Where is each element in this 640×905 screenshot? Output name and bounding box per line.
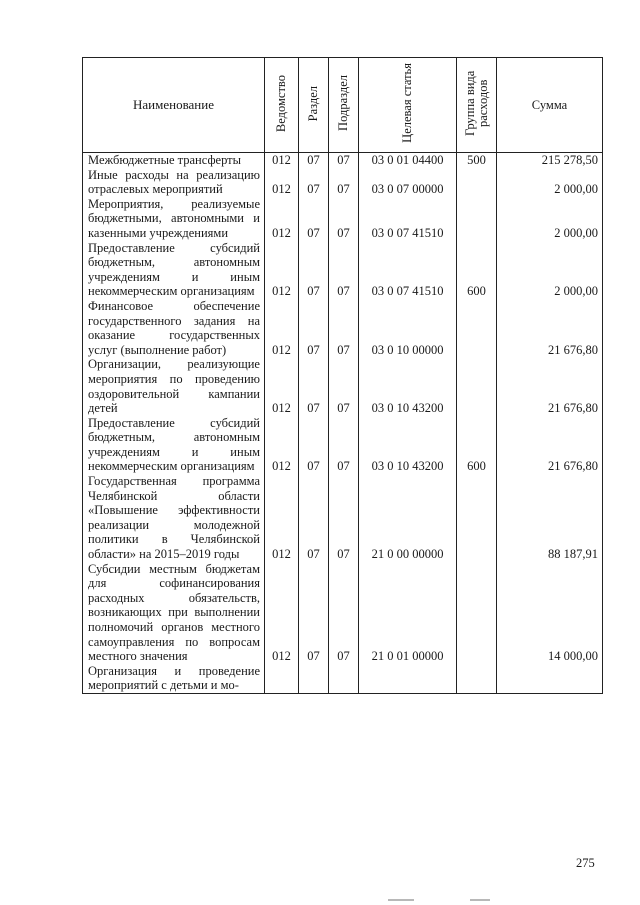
table-row (83, 416, 603, 474)
row-podrazdel (329, 664, 359, 694)
table-row (83, 474, 603, 562)
scan-artifact-mark (470, 899, 490, 901)
row-gruppa (457, 197, 497, 241)
row-summa: 2 000,00 (497, 241, 603, 299)
row-gruppa (457, 357, 497, 415)
row-name: Межбюджетные трансферты (83, 153, 265, 168)
row-podrazdel: 07 (329, 562, 359, 664)
table-header (83, 58, 603, 153)
row-name: Государственная программа Челябинской области «Повышение эффективности реализации молодежной политики в Челябинской области» на 2015–2019 годы (83, 474, 265, 562)
row-gruppa (457, 474, 497, 562)
row-vedomstvo: 012 (265, 241, 299, 299)
row-gruppa: 600 (457, 241, 497, 299)
row-razdel: 07 (299, 197, 329, 241)
table-row (83, 168, 603, 197)
row-razdel (299, 664, 329, 694)
row-summa: 88 187,91 (497, 474, 603, 562)
row-summa: 21 676,80 (497, 416, 603, 474)
row-summa: 21 676,80 (497, 357, 603, 415)
table-row (83, 241, 603, 299)
budget-table (82, 57, 603, 694)
row-statia: 03 0 10 00000 (359, 299, 457, 357)
header-razdel-label: Раздел (306, 85, 320, 121)
row-summa: 2 000,00 (497, 168, 603, 197)
table-row (83, 664, 603, 694)
row-name: Мероприятия, реализуемые бюджетными, автономными и казенными учреждениями (83, 197, 265, 241)
row-name: Организация и проведение мероприятий с детьми и мо- (83, 664, 265, 694)
row-vedomstvo: 012 (265, 562, 299, 664)
row-vedomstvo: 012 (265, 357, 299, 415)
row-razdel: 07 (299, 241, 329, 299)
header-statia (359, 58, 457, 153)
row-summa (497, 664, 603, 694)
row-summa: 215 278,50 (497, 153, 603, 168)
row-gruppa (457, 299, 497, 357)
row-podrazdel: 07 (329, 474, 359, 562)
table-row (83, 299, 603, 357)
row-podrazdel: 07 (329, 153, 359, 168)
row-vedomstvo: 012 (265, 474, 299, 562)
row-statia: 21 0 01 00000 (359, 562, 457, 664)
header-gruppa (457, 58, 497, 153)
row-name: Финансовое обеспечение государственного задания на оказание государственных услуг (выполнение работ) (83, 299, 265, 357)
table-body (83, 153, 603, 694)
row-podrazdel: 07 (329, 357, 359, 415)
row-statia: 03 0 07 00000 (359, 168, 457, 197)
row-razdel: 07 (299, 153, 329, 168)
header-row (83, 58, 603, 153)
table-row (83, 357, 603, 415)
row-podrazdel: 07 (329, 299, 359, 357)
row-gruppa (457, 168, 497, 197)
row-statia: 21 0 00 00000 (359, 474, 457, 562)
row-podrazdel: 07 (329, 168, 359, 197)
row-statia: 03 0 10 43200 (359, 357, 457, 415)
row-razdel: 07 (299, 168, 329, 197)
header-gruppa-label: Группа вида расходов (462, 70, 490, 136)
row-vedomstvo: 012 (265, 153, 299, 168)
header-podrazdel (329, 58, 359, 153)
row-vedomstvo: 012 (265, 197, 299, 241)
row-summa: 21 676,80 (497, 299, 603, 357)
row-razdel: 07 (299, 416, 329, 474)
row-razdel: 07 (299, 299, 329, 357)
row-gruppa (457, 562, 497, 664)
row-name: Предоставление субсидий бюджетным, автономным учреждениям и иным некоммерческим организациям (83, 241, 265, 299)
row-gruppa: 500 (457, 153, 497, 168)
row-statia: 03 0 07 41510 (359, 197, 457, 241)
row-gruppa: 600 (457, 416, 497, 474)
row-summa: 2 000,00 (497, 197, 603, 241)
row-razdel: 07 (299, 562, 329, 664)
row-gruppa (457, 664, 497, 694)
header-summa: Сумма (497, 58, 603, 153)
header-podrazdel-label: Подраздел (336, 75, 350, 132)
row-podrazdel: 07 (329, 241, 359, 299)
row-name: Иные расходы на реализацию отраслевых мероприятий (83, 168, 265, 197)
row-vedomstvo (265, 664, 299, 694)
scan-artifact-mark (388, 899, 414, 901)
header-vedomstvo (265, 58, 299, 153)
page-number: 275 (576, 856, 595, 870)
table-row (83, 153, 603, 168)
header-name: Наименование (83, 58, 265, 153)
row-name: Субсидии местным бюджетам для софинансирования расходных обязательств, возникающих при выполнении полномочий органов местного самоуправления по вопросам местного значения (83, 562, 265, 664)
row-statia (359, 664, 457, 694)
row-summa: 14 000,00 (497, 562, 603, 664)
header-vedomstvo-label: Ведомство (274, 74, 288, 132)
row-vedomstvo: 012 (265, 416, 299, 474)
row-vedomstvo: 012 (265, 168, 299, 197)
row-name: Предоставление субсидий бюджетным, автономным учреждениям и иным некоммерческим организациям (83, 416, 265, 474)
table-row (83, 197, 603, 241)
table-row (83, 562, 603, 664)
header-razdel (299, 58, 329, 153)
row-statia: 03 0 01 04400 (359, 153, 457, 168)
row-razdel: 07 (299, 357, 329, 415)
row-razdel: 07 (299, 474, 329, 562)
row-statia: 03 0 10 43200 (359, 416, 457, 474)
row-statia: 03 0 07 41510 (359, 241, 457, 299)
header-statia-label: Целевая статья (400, 63, 414, 144)
row-podrazdel: 07 (329, 416, 359, 474)
row-podrazdel: 07 (329, 197, 359, 241)
row-vedomstvo: 012 (265, 299, 299, 357)
row-name: Организации, реализующие мероприятия по проведению оздоровительной кампании детей (83, 357, 265, 415)
